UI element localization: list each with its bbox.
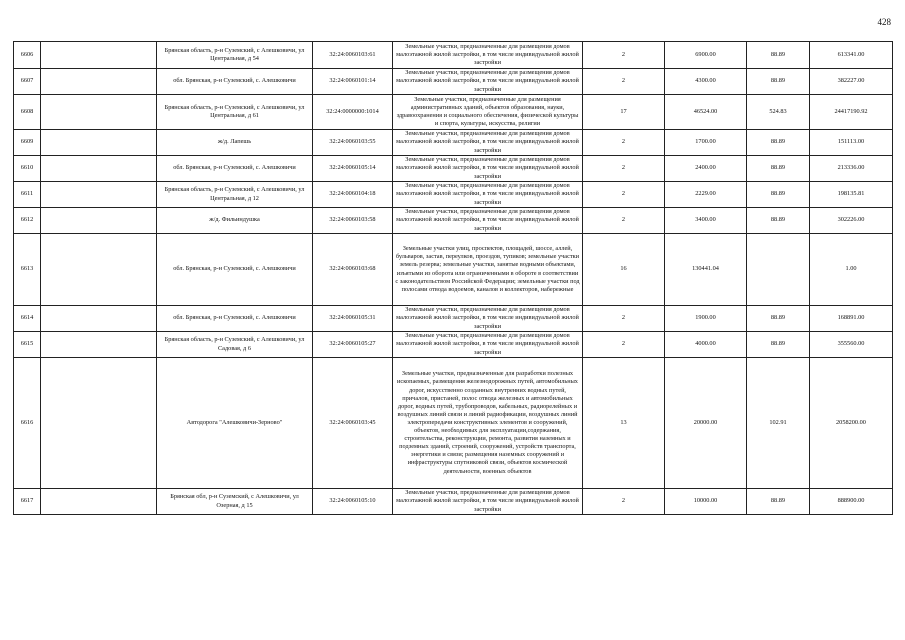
address-cell: ж/д. Фильиндушка	[157, 208, 313, 234]
row-number-cell: 6614	[14, 306, 41, 332]
row-number-cell: 6607	[14, 69, 41, 95]
specific-value-cell: 88.89	[747, 42, 810, 69]
specific-value-cell: 88.89	[747, 182, 810, 208]
address-cell: Брянская область, р-н Суземский, с Алешковичи, ул Центральная, д 54	[157, 42, 313, 69]
area-cell: 3400.00	[665, 208, 747, 234]
land-use-description-cell: Земельные участки, предназначенные для размещения домов малоэтажной жилой застройки, в том числе индивидуальной жилой застройки	[393, 42, 583, 69]
table-row	[14, 234, 893, 306]
group-number-cell: 2	[583, 208, 665, 234]
page-number: 428	[877, 17, 891, 27]
cadastral-number-cell: 32:24:0060101:14	[313, 69, 393, 95]
specific-value-cell: 524.83	[747, 95, 810, 130]
address-cell: Брянская обл, р-н Суземский, с Алешковичи, ул Озерная, д 15	[157, 489, 313, 515]
table-row	[14, 332, 893, 358]
area-cell: 2400.00	[665, 156, 747, 182]
table-body	[14, 42, 893, 515]
cadastral-number-cell: 32:24:0060103:55	[313, 130, 393, 156]
address-cell: Брянская область, р-н Суземский, с Алешковичи, ул Садовая, д 6	[157, 332, 313, 358]
cadastral-value-table	[13, 41, 893, 515]
address-cell: обл. Брянская, р-н Суземский, с. Алешковичи	[157, 234, 313, 306]
area-cell: 6900.00	[665, 42, 747, 69]
area-cell: 1700.00	[665, 130, 747, 156]
table-row	[14, 130, 893, 156]
row-number-cell: 6615	[14, 332, 41, 358]
specific-value-cell: 88.89	[747, 332, 810, 358]
group-number-cell: 2	[583, 332, 665, 358]
specific-value-cell: 88.89	[747, 306, 810, 332]
area-cell: 10000.00	[665, 489, 747, 515]
cadastral-value-cell: 382227.00	[810, 69, 893, 95]
table-row	[14, 358, 893, 489]
cadastral-value-cell: 2058200.00	[810, 358, 893, 489]
empty-cell	[41, 130, 157, 156]
group-number-cell: 2	[583, 306, 665, 332]
table-row	[14, 208, 893, 234]
specific-value-cell: 88.89	[747, 208, 810, 234]
area-cell: 4300.00	[665, 69, 747, 95]
table-row	[14, 182, 893, 208]
land-use-description-cell: Земельные участки, предназначенные для разработки полезных ископаемых, размещения железнодорожных путей, автомобильных дорог, искусственно созданных внутренних водных путей, причалов, пристаней, полос отвода железных и автомобильных дорог, водных путей, трубопроводов, кабельных, радиорелейных и воздушных линий связи и линий радиофикации, воздушных линий электропередачи конструктивных элементов и сооружений, объектов, необходимых для эксплуатации,содержания, строительства, реконструкции, ремонта, развития наземных и подземных зданий, строений, сооружений, устройств транспорта, энергетики и связи; размещения наземных сооружений и инфраструктуры спутниковой связи, объектов космической деятельности, военных объектов	[393, 358, 583, 489]
land-use-description-cell: Земельные участки, предназначенные для размещения домов малоэтажной жилой застройки, в том числе индивидуальной жилой застройки	[393, 332, 583, 358]
empty-cell	[41, 358, 157, 489]
cadastral-value-cell: 302226.00	[810, 208, 893, 234]
empty-cell	[41, 42, 157, 69]
group-number-cell: 17	[583, 95, 665, 130]
area-cell: 20000.00	[665, 358, 747, 489]
empty-cell	[41, 332, 157, 358]
table-row	[14, 489, 893, 515]
empty-cell	[41, 95, 157, 130]
empty-cell	[41, 69, 157, 95]
specific-value-cell: 88.89	[747, 69, 810, 95]
cadastral-value-cell: 613341.00	[810, 42, 893, 69]
area-cell: 4000.00	[665, 332, 747, 358]
cadastral-number-cell: 32:24:0060103:58	[313, 208, 393, 234]
group-number-cell: 13	[583, 358, 665, 489]
land-use-description-cell: Земельные участки, предназначенные для размещения административных зданий, объектов образования, науки, здравоохранения и социального обеспечения, физической культуры и спорта, культуры, искусства, религии	[393, 95, 583, 130]
cadastral-number-cell: 32:24:0060105:31	[313, 306, 393, 332]
cadastral-value-cell: 888900.00	[810, 489, 893, 515]
row-number-cell: 6613	[14, 234, 41, 306]
group-number-cell: 2	[583, 42, 665, 69]
empty-cell	[41, 489, 157, 515]
land-use-description-cell: Земельные участки, предназначенные для размещения домов малоэтажной жилой застройки, в том числе индивидуальной жилой застройки	[393, 69, 583, 95]
cadastral-number-cell: 32:24:0060105:14	[313, 156, 393, 182]
cadastral-number-cell: 32:24:0060103:68	[313, 234, 393, 306]
land-use-description-cell: Земельные участки, предназначенные для размещения домов малоэтажной жилой застройки, в том числе индивидуальной жилой застройки	[393, 208, 583, 234]
empty-cell	[41, 156, 157, 182]
cadastral-number-cell: 32:24:0060104:18	[313, 182, 393, 208]
table-row	[14, 306, 893, 332]
group-number-cell: 2	[583, 489, 665, 515]
address-cell: Брянская область, р-н Суземский, с Алешковичи, ул Центральная, д 12	[157, 182, 313, 208]
row-number-cell: 6608	[14, 95, 41, 130]
land-use-description-cell: Земельные участки, предназначенные для размещения домов малоэтажной жилой застройки, в том числе индивидуальной жилой застройки	[393, 306, 583, 332]
table-row	[14, 69, 893, 95]
row-number-cell: 6612	[14, 208, 41, 234]
cadastral-value-cell: 198135.81	[810, 182, 893, 208]
empty-cell	[41, 182, 157, 208]
address-cell: Брянская область, р-н Суземский, с Алешковичи, ул Центральная, д 61	[157, 95, 313, 130]
cadastral-value-cell: 24417190.92	[810, 95, 893, 130]
empty-cell	[41, 208, 157, 234]
land-use-description-cell: Земельные участки, предназначенные для размещения домов малоэтажной жилой застройки, в том числе индивидуальной жилой застройки	[393, 130, 583, 156]
address-cell: обл. Брянская, р-н Суземский, с. Алешковичи	[157, 306, 313, 332]
cadastral-number-cell: 32:24:0060103:45	[313, 358, 393, 489]
row-number-cell: 6609	[14, 130, 41, 156]
address-cell: обл. Брянская, р-н Суземский, с. Алешковичи	[157, 69, 313, 95]
cadastral-value-cell: 213336.00	[810, 156, 893, 182]
empty-cell	[41, 234, 157, 306]
address-cell: ж/д. Лапешь	[157, 130, 313, 156]
specific-value-cell: 88.89	[747, 130, 810, 156]
group-number-cell: 16	[583, 234, 665, 306]
address-cell: обл. Брянская, р-н Суземский, с. Алешковичи	[157, 156, 313, 182]
table-row	[14, 156, 893, 182]
land-use-description-cell: Земельные участки улиц, проспектов, площадей, шоссе, аллей, бульваров, застав, переулков, проездов, тупиков; земельные участки земель резерва; земельные участки, занятые водными объектами, изъятыми из оборота или ограниченными в обороте в соответствии с законодательством Российской Федерации; земельные участки под полосами отвода водоемов, каналов и коллекторов, набережные	[393, 234, 583, 306]
table-row	[14, 42, 893, 69]
table-row	[14, 95, 893, 130]
group-number-cell: 2	[583, 130, 665, 156]
cadastral-number-cell: 32:24:0060103:61	[313, 42, 393, 69]
specific-value-cell: 88.89	[747, 156, 810, 182]
row-number-cell: 6606	[14, 42, 41, 69]
cadastral-number-cell: 32:24:0060105:27	[313, 332, 393, 358]
specific-value-cell	[747, 234, 810, 306]
group-number-cell: 2	[583, 156, 665, 182]
address-cell: Автодорога "Алешковичи-Зерново"	[157, 358, 313, 489]
cadastral-number-cell: 32:24:0000000:1014	[313, 95, 393, 130]
area-cell: 46524.00	[665, 95, 747, 130]
cadastral-number-cell: 32:24:0060105:10	[313, 489, 393, 515]
area-cell: 1900.00	[665, 306, 747, 332]
row-number-cell: 6610	[14, 156, 41, 182]
cadastral-value-cell: 151113.00	[810, 130, 893, 156]
row-number-cell: 6617	[14, 489, 41, 515]
group-number-cell: 2	[583, 69, 665, 95]
cadastral-value-cell: 168891.00	[810, 306, 893, 332]
land-use-description-cell: Земельные участки, предназначенные для размещения домов малоэтажной жилой застройки, в том числе индивидуальной жилой застройки	[393, 182, 583, 208]
cadastral-value-cell: 1.00	[810, 234, 893, 306]
group-number-cell: 2	[583, 182, 665, 208]
land-use-description-cell: Земельные участки, предназначенные для размещения домов малоэтажной жилой застройки, в том числе индивидуальной жилой застройки	[393, 156, 583, 182]
cadastral-value-cell: 355560.00	[810, 332, 893, 358]
land-use-description-cell: Земельные участки, предназначенные для размещения домов малоэтажной жилой застройки, в том числе индивидуальной жилой застройки	[393, 489, 583, 515]
row-number-cell: 6611	[14, 182, 41, 208]
specific-value-cell: 102.91	[747, 358, 810, 489]
empty-cell	[41, 306, 157, 332]
area-cell: 130441.04	[665, 234, 747, 306]
row-number-cell: 6616	[14, 358, 41, 489]
specific-value-cell: 88.89	[747, 489, 810, 515]
area-cell: 2229.00	[665, 182, 747, 208]
